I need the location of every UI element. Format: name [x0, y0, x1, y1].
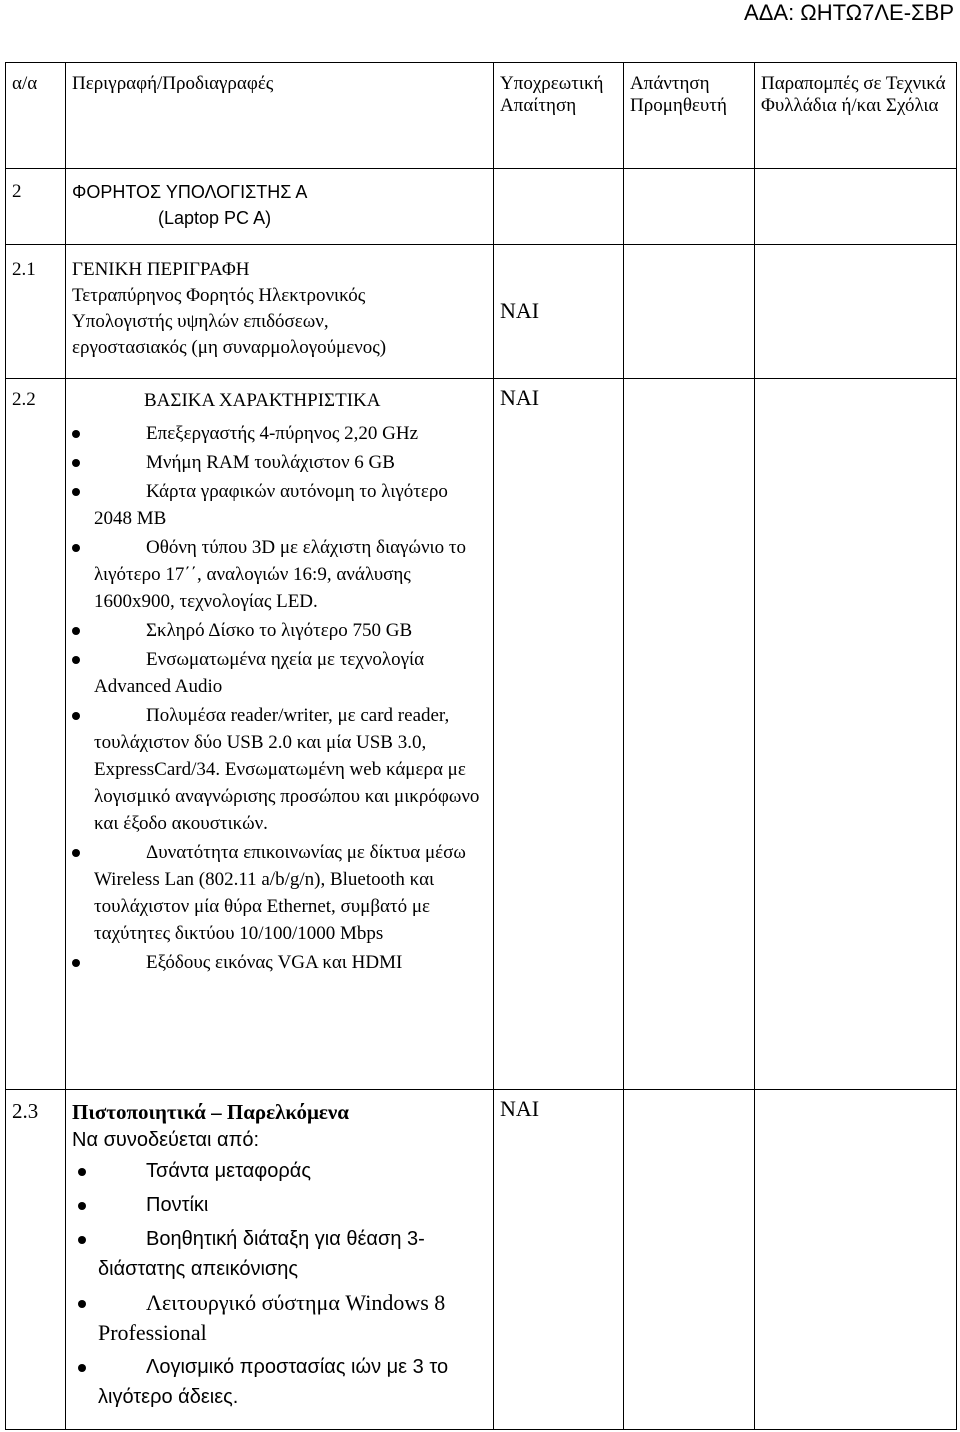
- header-supplier-answer: Απάντηση Προμηθευτή: [624, 63, 755, 169]
- references-cell: [755, 169, 957, 245]
- ada-document-id: ΑΔΑ: ΩΗΤΩ7ΛΕ-ΣΒΡ: [744, 0, 954, 25]
- list-item: Κάρτα γραφικών αυτόνομη το λιγότερο 2048 MB: [72, 478, 489, 532]
- list-item: Λογισμικό προστασίας ιών με 3 το λιγότερο άδειες.: [72, 1352, 489, 1412]
- requirement-yes: ΝΑΙ: [500, 1096, 540, 1121]
- accessories-list: [72, 1156, 489, 1412]
- section-title: [66, 169, 494, 245]
- list-item: Σκληρό Δίσκο το λιγότερο 750 GB: [72, 617, 489, 644]
- list-item: Ποντίκι: [72, 1190, 489, 1220]
- desc-line: εργοστασιακός (μη συναρμολογούμενος): [72, 337, 387, 358]
- list-item: Επεξεργαστής 4-πύρηνος 2,20 GHz: [72, 420, 489, 447]
- list-item: Δυνατότητα επικοινωνίας με δίκτυα μέσω Wireless Lan (802.11 a/b/g/n), Bluetooth και τουλάχιστον μία θύρα Ethernet, συμβατό με ταχύτητες δικτύου 10/100/1000 Mbps: [72, 839, 489, 947]
- requirement-yes: ΝΑΙ: [500, 385, 540, 410]
- basic-features: [66, 379, 494, 1090]
- list-item: Λειτουργικό σύστημα Windows 8 Professional: [72, 1288, 489, 1348]
- features-list: [72, 420, 489, 976]
- row-number: 2.3: [6, 1090, 66, 1430]
- supplier-answer-cell: [624, 169, 755, 245]
- supplier-answer-cell: [624, 245, 755, 379]
- list-item: Πολυμέσα reader/writer, με card reader, τουλάχιστον δύο USB 2.0 και μία USB 3.0, ExpressCard/34. Ενσωματωμένη web κάμερα με λογισμικό αναγνώρισης προσώπου και μικρόφωνο και έξοδο ακουστικών.: [72, 702, 489, 837]
- desc-line: Τετραπύρηνος Φορητός Ηλεκτρονικός: [72, 285, 366, 306]
- list-item: Οθόνη τύπου 3D με ελάχιστη διαγώνιο το λιγότερο 17΄΄, αναλογιών 16:9, ανάλυσης 1600x900, τεχνολογίας LED.: [72, 534, 489, 615]
- accessories-intro: Να συνοδεύεται από:: [72, 1129, 260, 1151]
- table-row-2-1: [6, 245, 957, 379]
- accessories-heading: Πιστοποιητικά – Παρελκόμενα: [72, 1100, 349, 1124]
- header-aa: α/α: [6, 63, 66, 169]
- references-cell: [755, 245, 957, 379]
- requirement-cell: [494, 169, 624, 245]
- desc-line: ΓΕΝΙΚΗ ΠΕΡΙΓΡΑΦΗ: [72, 259, 250, 280]
- table-header-row: [6, 63, 957, 169]
- desc-line: Υπολογιστής υψηλών επιδόσεων,: [72, 311, 329, 332]
- list-item: Βοηθητική διάταξη για θέαση 3-διάστατης απεικόνισης: [72, 1224, 489, 1284]
- section-title-line: ΦΟΡΗΤΟΣ ΥΠΟΛΟΓΙΣΤΗΣ Α: [72, 182, 308, 202]
- header-requirement: Υποχρεωτική Απαίτηση: [494, 63, 624, 169]
- row-number: 2.1: [6, 245, 66, 379]
- requirement-yes: ΝΑΙ: [500, 297, 540, 323]
- certificates-accessories: [66, 1090, 494, 1430]
- requirement-cell: [494, 245, 624, 379]
- row-number: 2: [6, 169, 66, 245]
- requirement-cell: [494, 1090, 624, 1430]
- specification-table: [5, 62, 957, 1430]
- requirement-cell: [494, 379, 624, 1090]
- header-description: Περιγραφή/Προδιαγραφές: [66, 63, 494, 169]
- features-heading: ΒΑΣΙΚΑ ΧΑΡΑΚΤΗΡΙΣΤΙΚΑ: [144, 390, 381, 411]
- table-row-2-2: [6, 379, 957, 1090]
- supplier-answer-cell: [624, 379, 755, 1090]
- list-item: Ενσωματωμένα ηχεία με τεχνολογία Advanced Audio: [72, 646, 489, 700]
- table-row-2-3: [6, 1090, 957, 1430]
- references-cell: [755, 379, 957, 1090]
- supplier-answer-cell: [624, 1090, 755, 1430]
- list-item: Μνήμη RAM τουλάχιστον 6 GB: [72, 449, 489, 476]
- section-subtitle-line: (Laptop PC A): [158, 208, 272, 228]
- table-row-2: [6, 169, 957, 245]
- row-number: 2.2: [6, 379, 66, 1090]
- header-references: Παραπομπές σε Τεχνικά Φυλλάδια ή/και Σχόλια: [755, 63, 957, 169]
- general-description: [66, 245, 494, 379]
- list-item: Τσάντα μεταφοράς: [72, 1156, 489, 1186]
- list-item: Εξόδους εικόνας VGA και HDMI: [72, 949, 489, 976]
- references-cell: [755, 1090, 957, 1430]
